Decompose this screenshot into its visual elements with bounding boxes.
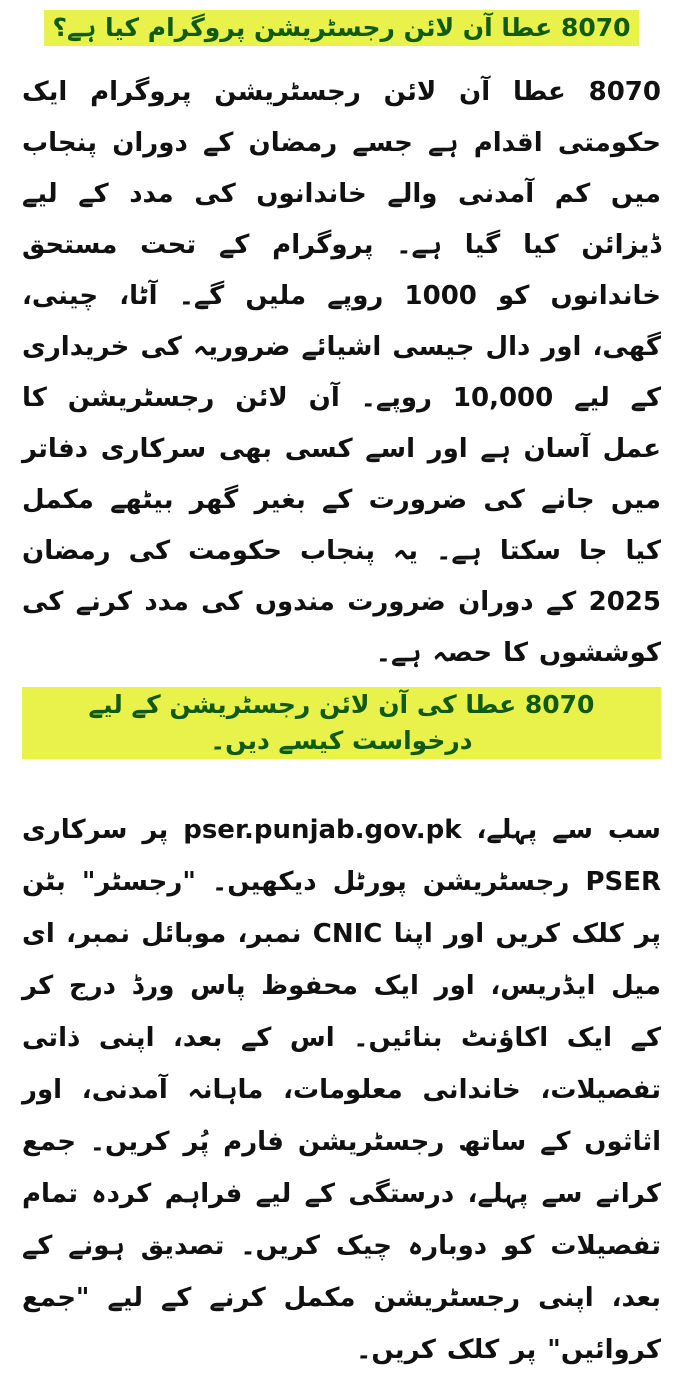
section2-paragraph: سب سے پہلے، pser.punjab.gov.pk پر سرکاری PSER رجسٹریشن پورٹل دیکھیں۔ "رجسٹر" بٹن پر کلک کریں اور اپنا CNIC نمبر، موبائل نمبر، ای میل ایڈریس، اور ایک محفوظ پاس ورڈ درج کر کے ایک اکاؤنٹ بنائیں۔ اس کے بعد، اپنی ذاتی تفصیلات، خاندانی معلومات، ماہانہ آمدنی، اور اثاثوں کے ساتھ رجسٹریشن فارم پُر کریں۔ جمع کرانے سے پہلے، درستگی کے لیے فراہم کردہ تمام تفصیلات کو دوبارہ چیک کریں۔ تصدیق ہونے کے بعد، اپنی رجسٹریشن مکمل کرنے کے لیے "جمع کروائیں" پر کلک کریں۔ (22, 814, 661, 1365)
section1-heading: 8070 عطا آن لائن رجسٹریشن پروگرام کیا ہے؟ (44, 10, 638, 46)
section1-paragraph: 8070 عطا آن لائن رجسٹریشن پروگرام ایک حکومتی اقدام ہے جسے رمضان کے دوران پنجاب میں کم آمدنی والے خاندانوں کی مدد کے لیے ڈیزائن کیا گیا ہے۔ پروگرام کے تحت مستحق خاندانوں کو 1000 روپے ملیں گے۔ آٹا، چینی، گھی، اور دال جیسی اشیائے ضروریہ کی خریداری کے لیے 10,000 روپے۔ آن لائن رجسٹریشن کا عمل آسان ہے اور اسے کسی بھی سرکاری دفاتر میں جانے کی ضرورت کے بغیر گھر بیٹھے مکمل کیا جا سکتا ہے۔ یہ پنجاب حکومت کی رمضان 2025 کے دوران ضرورت مندوں کی مدد کرنے کی کوششوں کا حصہ ہے۔ (22, 76, 662, 668)
section2-heading: 8070 عطا کی آن لائن رجسٹریشن کے لیے درخواست کیسے دیں۔ (22, 687, 661, 759)
section2-heading-wrap (22, 679, 661, 780)
section1-heading-wrap (22, 6, 661, 63)
